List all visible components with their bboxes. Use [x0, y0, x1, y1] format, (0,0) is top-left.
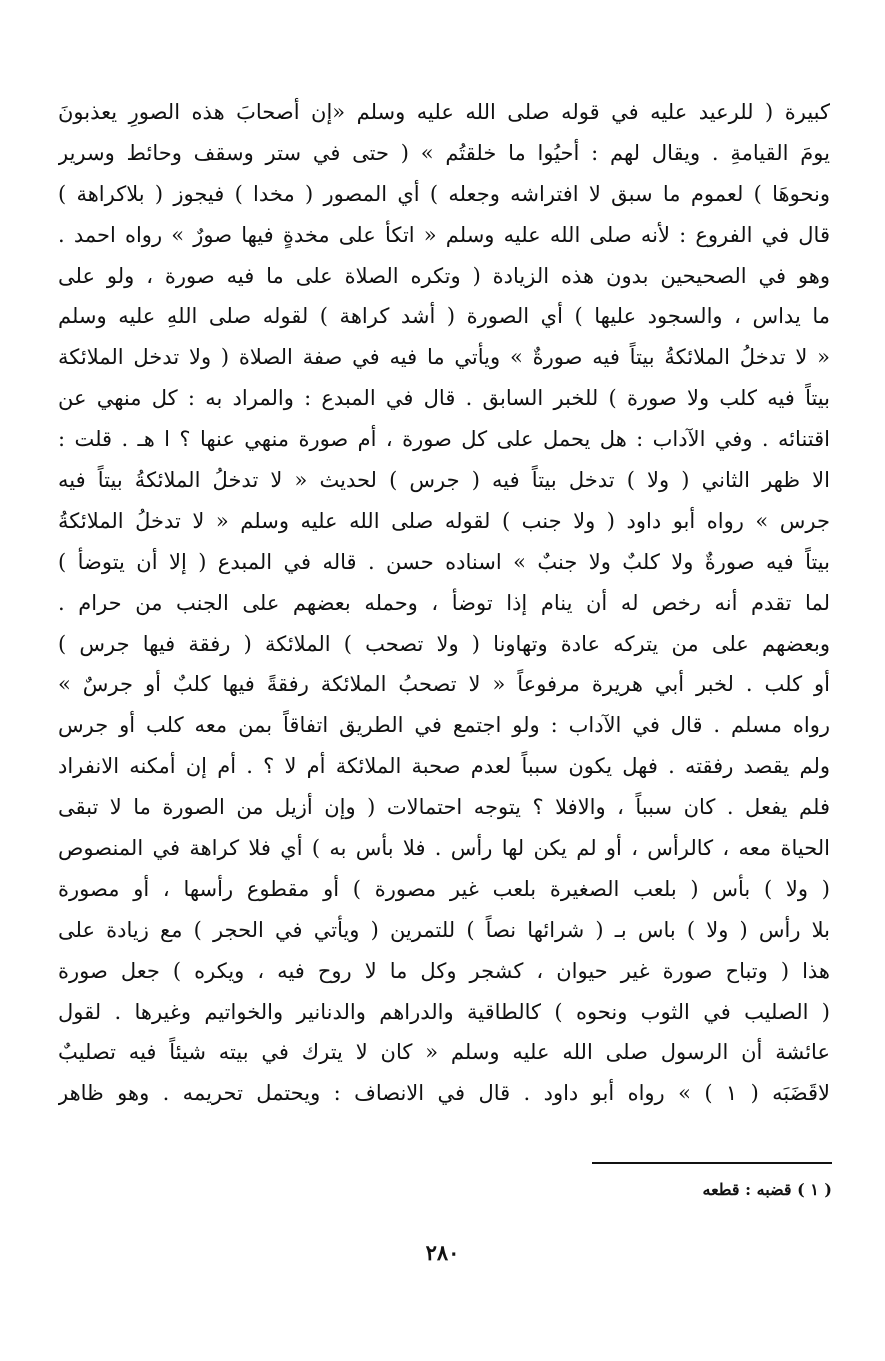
text-line-13: لما تقدم أنه رخص له أن ينام إذا توضأ ، وحمله بعضهم على الجنب من حرام .: [58, 590, 830, 615]
text-line-7: « لا تدخلُ الملائكةُ بيتاً فيه صورةٌ » ويأتي ما فيه في صفة الصلاة ( ولا تدخل الملائكة: [58, 345, 830, 370]
text-line-3: ونحوهَا ) لعموم ما سبق لا افتراشه وجعله ) أي المصور ( مخدا ) فيجوز ( بلاكراهة ): [58, 181, 830, 206]
text-line-21: بلا رأس ( ولا ) باس بـ ( شرائها نصاً ) للتمرين ( ويأتي في الحجر ) مع زيادة على: [58, 917, 830, 942]
footnote: ( ١ ) قضبه : قطعه: [702, 1180, 832, 1199]
text-line-22: هذا ( وتباح صورة غير حيوان ، كشجر وكل ما لا روح فيه ، ويكره ) جعل صورة: [58, 958, 830, 983]
text-line-20: ( ولا ) بأس ( بلعب الصغيرة بلعب غير مصورة ) أو مقطوع رأسها ، أو مصورة: [58, 876, 830, 901]
text-line-4: قال في الفروع : لأنه صلى الله عليه وسلم « اتكأ على مخدةٍ فيها صورٌ » رواه احمد .: [58, 222, 830, 247]
text-line-19: الحياة معه ، كالرأس ، أو لم يكن لها رأس . فلا بأس به ) أي فلا كراهة في المنصوص: [58, 836, 830, 861]
text-line-9: اقتنائه . وفي الآداب : هل يحمل على كل صورة ، أم صورة منهي عنها ؟ ا هـ . قلت :: [58, 427, 830, 452]
text-line-14: وبعضهم على من يتركه عادة وتهاونا ( ولا تصحب ) الملائكة ( رفقة فيها جرس ): [58, 631, 830, 656]
text-line-24: عائشة أن الرسول صلى الله عليه وسلم « كان لا يترك في بيته شيئاً فيه تصليبٌ: [58, 1040, 830, 1065]
text-line-23: ( الصليب في الثوب ونحوه ) كالطاقية والدراهم والدنانير والخواتيم وغيرها . لقول: [58, 999, 830, 1024]
text-line-18: فلم يفعل . كان سبباً ، والافلا ؟ يتوجه احتمالات ( وإن أزيل من الصورة ما لا تبقى: [58, 795, 830, 820]
text-line-16: رواه مسلم . قال في الآداب : ولو اجتمع في الطريق اتفاقاً بمن معه كلب أو جرس: [58, 713, 830, 738]
text-line-25: لاقَضَبَه ( ١ ) » رواه أبو داود . قال في الانصاف : ويحتمل تحريمه . وهو ظاهر: [58, 1081, 830, 1106]
text-line-8: بيتاً فيه كلب ولا صورة ) للخبر السابق . قال في المبدع : والمراد به : كل منهي عن: [58, 386, 830, 411]
text-line-5: وهو في الصحيحين بدون هذه الزيادة ( وتكره الصلاة على ما فيه صورة ، ولو على: [58, 263, 830, 288]
text-line-12: بيتاً فيه صورةٌ ولا كلبٌ ولا جنبٌ » اسناده حسن . قاله في المبدع ( إلا أن يتوضأ ): [58, 549, 830, 574]
text-line-1: كبيرة ( للرعيد عليه في قوله صلى الله عليه وسلم «إن أصحابَ هذه الصورِ يعذبونَ: [58, 100, 830, 124]
main-text: [58, 92, 830, 1114]
text-line-2: يومَ القيامةِ . ويقال لهم : أحيُوا ما خلقتُم » ( حتى في ستر وسقف وحائط وسرير: [58, 140, 830, 165]
text-line-10: الا ظهر الثاني ( ولا ) تدخل بيتاً فيه ( جرس ) لحديث « لا تدخلُ الملائكةُ بيتاً فيه: [58, 468, 830, 493]
text-line-17: ولم يقصد رفقته . فهل يكون سبباً لعدم صحبة الملائكة أم لا ؟ . أم إن أمكنه الانفراد: [58, 754, 830, 779]
text-line-15: أو كلب . لخبر أبي هريرة مرفوعاً « لا تصحبُ الملائكة رفقةً فيها كلبٌ أو جرسٌ »: [58, 672, 830, 697]
text-line-11: جرس » رواه أبو داود ( ولا جنب ) لقوله صلى الله عليه وسلم « لا تدخلُ الملائكةُ: [58, 508, 830, 533]
page-number: ٢٨٠: [425, 1240, 460, 1265]
text-line-6: ما يداس ، والسجود عليها ) أي الصورة ( أشد كراهة ) لقوله صلى اللهِ عليه وسلم: [58, 304, 830, 329]
footnote-separator: [592, 1162, 832, 1164]
